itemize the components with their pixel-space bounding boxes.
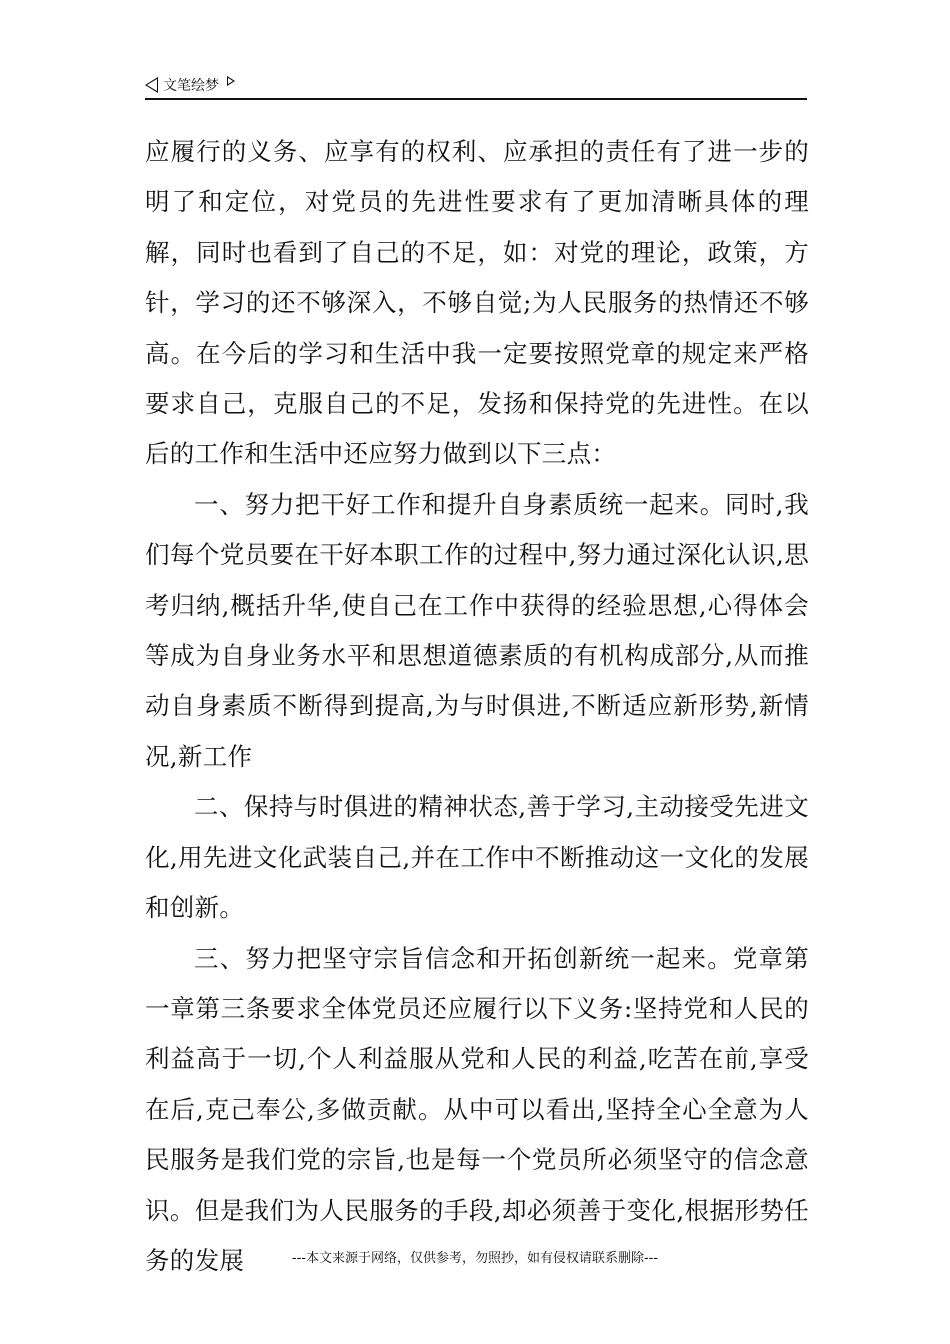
page-header [145,74,807,100]
page-footer-disclaimer: ---本文来源于网络，仅供参考，勿照抄，如有侵权请联系删除--- [291,1251,659,1266]
paragraph-point-three: 三、努力把坚守宗旨信念和开拓创新统一起来。党章第一章第三条要求全体党员还应履行以下义务:坚持党和人民的利益高于一切,个人利益服从党和人民的利益,吃苦在前,享受在后,克己奉公,多做贡献。从中可以看出,坚持全心全意为人民服务是我们党的宗旨,也是每一个党员所必须坚守的信念意识。但是我们为人民服务的手段,却必须善于变化,根据形势任务的发展 [145,943,809,1275]
right-triangle-icon [227,76,235,86]
paragraph-point-two: 二、保持与时俱进的精神状态,善于学习,主动接受先进文化,用先进文化武装自己,并在工作中不断推动这一文化的发展和创新。 [145,792,809,923]
paragraph-intro: 应履行的义务、应享有的权利、应承担的责任有了进一步的明了和定位，对党员的先进性要求有了更加清晰具体的理解，同时也看到了自己的不足，如：对党的理论，政策，方针，学习的还不够深入，不够自觉;为人民服务的热情还不够高。在今后的学习和生活中我一定要按照党章的规定来严格要求自己，克服自己的不足，发扬和保持党的先进性。在以后的工作和生活中还应努力做到以下三点： [145,137,809,469]
left-triangle-icon [145,77,158,93]
header-title: 文笔绘梦 [163,78,219,94]
document-body [145,127,809,1286]
paragraph-point-one: 一、努力把干好工作和提升自身素质统一起来。同时,我们每个党员要在干好本职工作的过程中,努力通过深化认识,思考归纳,概括升华,使自己在工作中获得的经验思想,心得体会等成为自身业务水平和思想道德素质的有机构成部分,从而推动自身素质不断得到提高,为与时俱进,不断适应新形势,新情况,新工作 [145,489,809,771]
header-brand [145,74,235,96]
